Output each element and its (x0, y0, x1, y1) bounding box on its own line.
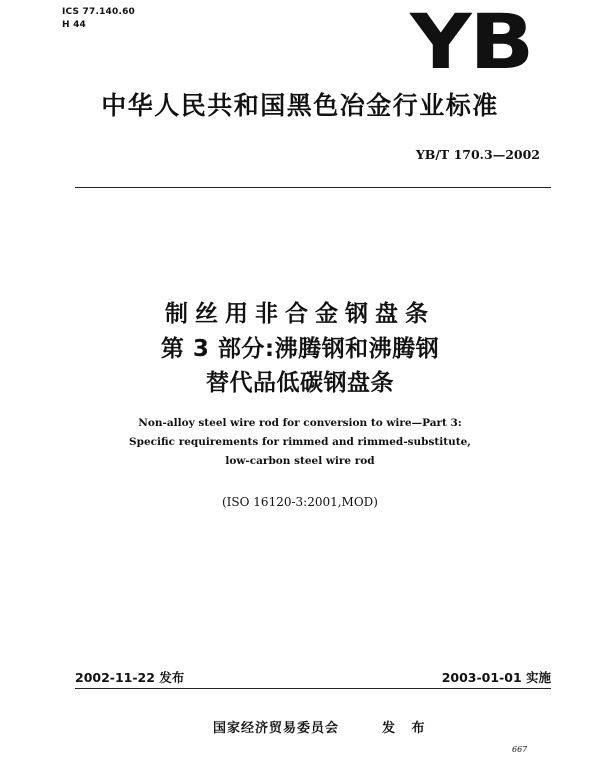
title-zh-line-3: 替代品低碳钢盘条 (206, 370, 394, 396)
classification-codes (62, 6, 135, 32)
category-code: H 44 (62, 20, 86, 30)
title-en-line-1: Non-alloy steel wire rod for conversion to wire—Part 3: (138, 417, 462, 429)
footer-divider (75, 688, 551, 689)
publisher-name: 国家经济贸易委员会 (213, 721, 340, 736)
page-number: 667 (512, 745, 528, 754)
standard-organization-title: 中华人民共和国黑色冶金行业标准 (101, 91, 499, 120)
yb-logo: YB (410, 0, 533, 86)
standard-number: YB/T 170.3—2002 (415, 147, 540, 162)
title-en-line-3: low-carbon steel wire rod (225, 455, 375, 467)
issue-date: 2002-11-22 发布 (75, 670, 185, 685)
title-zh-line-1: 制丝用非合金钢盘条 (165, 301, 435, 327)
header-divider (75, 187, 551, 188)
implement-date: 2003-01-01 实施 (441, 670, 551, 685)
iso-reference: (ISO 16120-3:2001,MOD) (222, 495, 378, 509)
ics-code: ICS 77.140.60 (62, 7, 136, 17)
title-en-line-2: Specific requirements for rimmed and rimmed-substitute, (129, 436, 471, 448)
publish-label: 发 布 (382, 721, 431, 736)
title-zh-line-2: 第 3 部分:沸腾钢和沸腾钢 (160, 336, 440, 362)
